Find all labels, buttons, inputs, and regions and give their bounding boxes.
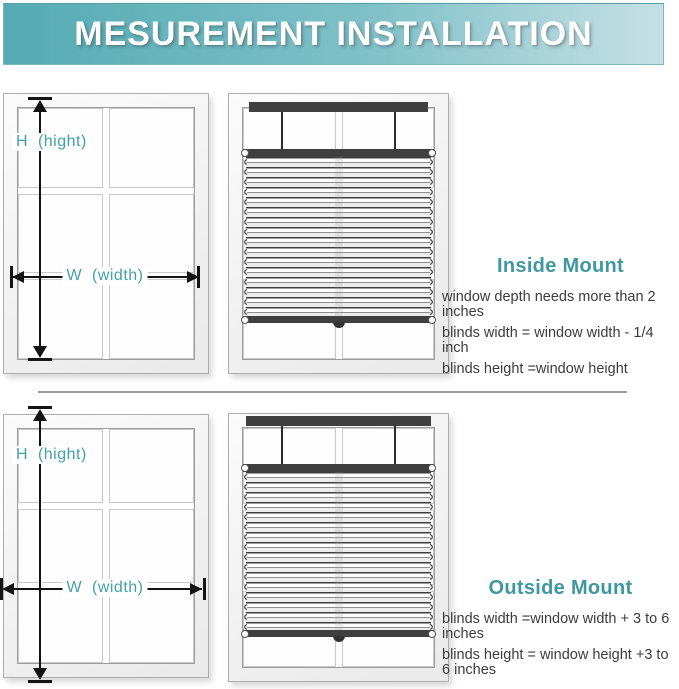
window-pane (109, 108, 194, 188)
spec-line: blinds height = window height +3 to 6 inches (442, 647, 669, 678)
blind-headrail (249, 102, 428, 112)
width-label: W (width) (63, 579, 148, 597)
blind-cord-left (281, 112, 283, 150)
window-pane (18, 194, 103, 274)
window-pane (18, 429, 103, 503)
height-label: H (hight) (12, 133, 91, 151)
rail-end-cap (428, 464, 436, 472)
inside-mount-heading: Inside Mount (497, 255, 624, 277)
blind-headrail (246, 416, 431, 426)
banner-title: MESUREMENT INSTALLATION (74, 14, 593, 53)
window-pane (18, 509, 103, 583)
blind-top-rail (243, 149, 434, 157)
height-arrow-tick-bottom (28, 358, 52, 361)
pleat-scallop-left (241, 472, 247, 630)
section-divider (38, 391, 627, 393)
blind-pleats (246, 472, 431, 630)
spec-line: blinds height =window height (442, 361, 628, 377)
height-arrowhead-down (33, 346, 47, 358)
outside-blind-window (228, 413, 449, 682)
mullion-ghost (335, 157, 343, 316)
window-pane (18, 589, 103, 663)
outside-mount-heading: Outside Mount (488, 577, 633, 599)
blind-bottom-rail (243, 630, 434, 637)
window-pane (18, 279, 103, 359)
rail-end-cap (428, 149, 436, 157)
blind-cord-right (394, 112, 396, 150)
spec-line: window depth needs more than 2 inches (442, 289, 656, 320)
blind-top-rail (243, 464, 434, 472)
pleat-scallop-left (241, 157, 247, 316)
height-label: H (hight) (12, 446, 91, 464)
window-pane (109, 194, 194, 274)
rail-end-cap (428, 630, 436, 638)
rail-end-cap (241, 149, 249, 157)
window-pane (109, 589, 194, 663)
blind-cord-left (281, 426, 283, 464)
pleat-scallop-right (430, 472, 436, 630)
window-pane (109, 429, 194, 503)
blind-cord-right (394, 426, 396, 464)
outside-mount-copy (442, 577, 679, 684)
width-arrow-tick-right (197, 266, 200, 288)
height-arrowhead-down (33, 668, 47, 680)
pleat-scallop-right (430, 157, 436, 316)
mullion-ghost (335, 472, 343, 630)
spec-line: blinds width =window width + 3 to 6 inches (442, 611, 670, 642)
rail-end-cap (241, 464, 249, 472)
spec-line: blinds width = window width - 1/4 inch (442, 325, 654, 356)
window-pane (109, 509, 194, 583)
window-pane (109, 279, 194, 359)
window-frame-inner (242, 427, 435, 668)
banner (3, 3, 664, 65)
rail-end-cap (241, 630, 249, 638)
height-arrow-tick-bottom (28, 680, 52, 683)
rail-end-cap (241, 316, 249, 324)
inside-mount-copy (442, 255, 679, 383)
width-arrow-tick-right (203, 578, 206, 600)
width-arrowhead-right (190, 583, 202, 595)
width-label: W (width) (63, 267, 148, 285)
rail-end-cap (428, 316, 436, 324)
blind-pleats (246, 157, 431, 316)
inside-blind-window (228, 93, 449, 374)
window-panes (18, 429, 194, 663)
blind-bottom-rail (243, 316, 434, 323)
window-frame-inner (242, 107, 435, 360)
